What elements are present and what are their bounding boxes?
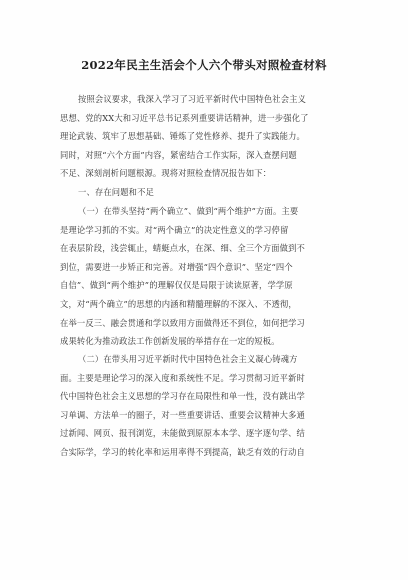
item-two-line: 面。主要是理论学习的深入度和系统性不足。学习贯彻习近平新时	[60, 372, 305, 383]
item-one-line: 在表层阶段，浅尝辄止，蜻蜓点水，在深、细、全三个方面做到不	[60, 243, 305, 254]
item-one-line: 文，对“两个确立”的思想的内涵和精髓理解的不深入、不透彻，	[60, 298, 297, 309]
item-two-line: 习单调、方法单一的圈子，对一些重要讲话、重要会议精神大多通	[60, 409, 305, 420]
intro-line: 理论武装、筑牢了思想基础、锤炼了党性修养、提升了实践能力。	[60, 131, 305, 142]
item-two-line: 过新闻、网页、报刊浏览，未能做到原原本本学、逐字逐句学、结	[60, 428, 305, 439]
intro-line: 不足、深刻剖析问题根源。现将对照检查情况报告如下：	[60, 168, 272, 179]
document-title: 2022年民主生活会个人六个带头对照检查材料	[81, 58, 327, 72]
intro-line: 同时，对照“六个方面”内容，紧密结合工作实际，深入查摆问题	[60, 149, 297, 160]
intro-paragraph	[60, 90, 350, 183]
item-two-line: 代中国特色社会主义思想的学习存在局限性和单一性，没有跳出学	[60, 391, 305, 402]
item-one-line: 自信”、做到“两个维护”的理解仅仅是局限于读读原著，学学原	[60, 280, 293, 291]
intro-line: 思想、党的XX大和习近平总书记系列重要讲话精神，进一步强化了	[60, 112, 309, 123]
item-two-line: 合实际学，学习的转化率和运用率得不到提高，缺乏有效的行动自	[60, 446, 305, 457]
item-one-line: 到位，需要进一步矫正和完善。对增强“四个意识”、坚定“四个	[60, 261, 293, 272]
item-two-paragraph	[60, 350, 350, 462]
item-one-line: （一）在带头坚持“两个确立”、做到“两个维护”方面。主要	[78, 206, 299, 216]
section-heading: 一、存在问题和不足	[78, 187, 155, 197]
item-one-line: 是理论学习抓的不实。对“两个确立”的决定性意义的学习停留	[60, 224, 289, 235]
section-heading-block	[60, 183, 350, 202]
item-one-line: 在举一反三、融会贯通和学以致用方面做得还不到位，如何把学习	[60, 317, 305, 328]
intro-line: 按照会议要求，我深入学习了习近平新时代中国特色社会主义	[78, 94, 307, 104]
item-two-line: （二）在带头用习近平新时代中国特色社会主义凝心铸魂方	[78, 354, 298, 364]
item-one-line: 成果转化为推动政法工作创新发展的举措存在一定的短板。	[60, 336, 280, 347]
item-one-paragraph	[60, 202, 350, 351]
